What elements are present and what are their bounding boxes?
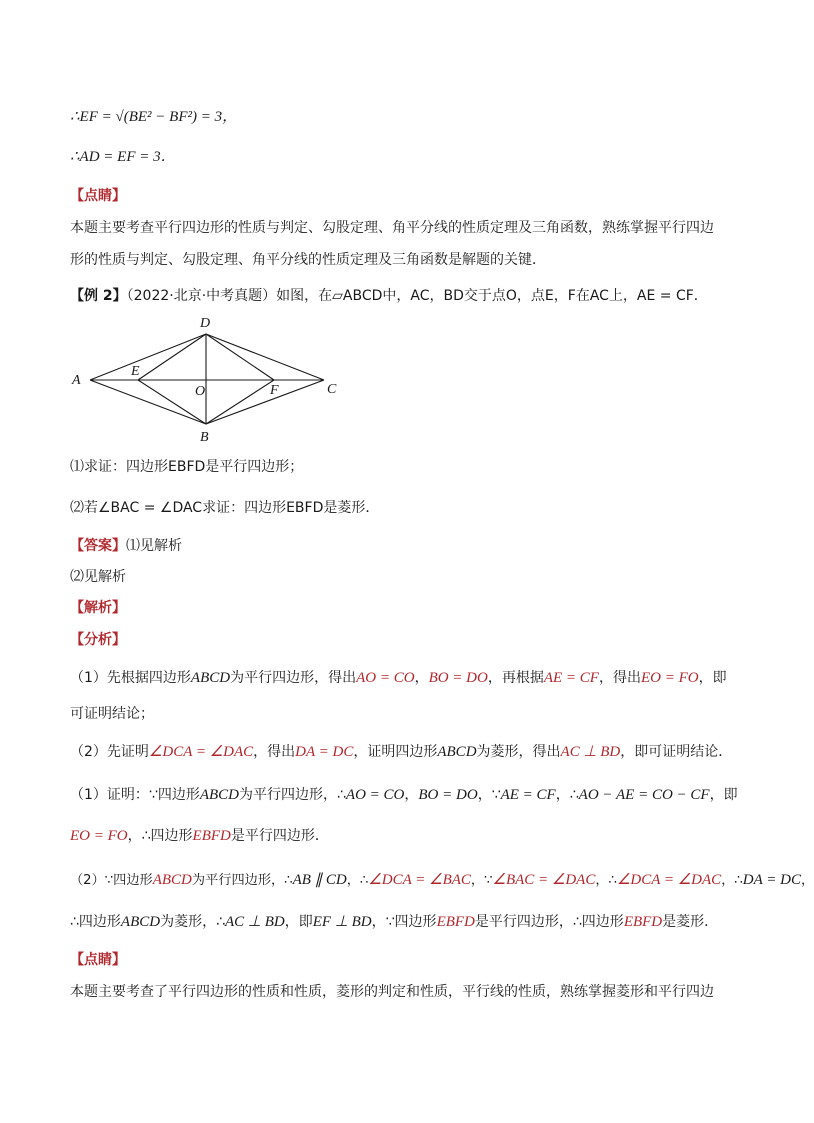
text-run: （1）证明：∵四边形	[70, 787, 200, 803]
text-run: ∠BAC = ∠DAC	[492, 872, 596, 888]
text-run: ABCD	[120, 914, 161, 930]
text-run: ，∴	[346, 873, 369, 888]
text-run: ，	[404, 787, 419, 803]
text-run: EBFD	[623, 914, 663, 930]
fenxi-para-2	[70, 742, 732, 762]
prev-solution-line-1: ∴EF = √(BE² − BF²) = 3，	[70, 109, 238, 125]
text-run: ，∵	[470, 873, 493, 888]
text-run: EBFD	[192, 828, 231, 844]
text-run: ，得出	[253, 744, 296, 760]
text-run: 是平行四边形．	[230, 828, 329, 844]
text-run: AO = CO	[345, 787, 405, 803]
dianjing-text-2a: 本题主要考查了平行四边形的性质和性质，菱形的判定和性质，平行线的性质，熟练掌握菱形和平行四边	[70, 984, 714, 1000]
proof-1-line-1	[70, 785, 738, 805]
dianjing-text-1a: 本题主要考查平行四边形的性质与判定、勾股定理、角平分线的性质定理及三角函数，熟练掌握平行四边	[70, 220, 714, 236]
example-label: 【例 2】	[70, 288, 127, 304]
text-run: ∴四边形	[70, 914, 121, 930]
label-e: E	[131, 364, 140, 379]
answer-line	[70, 536, 182, 556]
text-run: ，∵	[477, 787, 501, 803]
text-run: ，∴四边形	[127, 828, 193, 844]
label-c: C	[327, 382, 337, 397]
question-1: ⑴求证：四边形EBFD是平行四边形；	[70, 459, 304, 475]
text-run: AE = CF	[500, 787, 556, 803]
text-run: EBFD	[436, 914, 475, 930]
answer-1: ⑴见解析	[126, 538, 182, 554]
text-run: ，证明四边形	[353, 744, 438, 760]
fenxi-tag: 【分析】	[70, 632, 126, 648]
label-b: B	[200, 430, 209, 445]
text-run: 是平行四边形，∴四边形	[474, 914, 624, 930]
text-run: ABCD	[152, 872, 192, 888]
parallelogram-figure	[68, 312, 348, 447]
text-run: ，再根据	[487, 670, 544, 686]
text-run: EO = FO	[640, 670, 699, 686]
text-run: ，∴	[595, 873, 617, 888]
fenxi-para-1	[70, 668, 727, 688]
text-run: DA = DC	[742, 872, 801, 888]
dianjing-tag-2: 【点睛】	[70, 952, 126, 968]
text-run: ，得出	[598, 670, 641, 686]
label-o: O	[195, 384, 206, 399]
text-run: （2）先证明	[70, 744, 149, 760]
text-run: AB ∥ CD	[292, 872, 347, 888]
segment-cb	[206, 380, 324, 424]
fenxi-para-1b: 可证明结论；	[70, 706, 154, 722]
text-run: 为菱形，得出	[476, 744, 561, 760]
text-run: ABCD	[199, 787, 239, 803]
text-run: ，∴	[555, 787, 579, 803]
dianjing-tag-1: 【点睛】	[70, 188, 126, 204]
proof-2-line-2	[70, 912, 718, 932]
text-run: ，	[800, 873, 814, 888]
text-run: DA = DC	[295, 744, 354, 760]
text-run: 为平行四边形，∴	[191, 873, 293, 888]
text-run: AO − AE = CO − CF	[578, 787, 710, 803]
text-run: ，∵四边形	[371, 914, 437, 930]
example-source: （2022·北京·中考真题）	[126, 288, 277, 304]
segment-dc	[206, 334, 324, 380]
text-run: ABCD	[190, 670, 231, 686]
label-a: A	[72, 373, 81, 388]
prev-solution-line-2: ∴AD = EF = 3．	[70, 149, 176, 165]
proof-1-line-2	[70, 826, 329, 846]
text-run: BO = DO	[428, 670, 488, 686]
text-run: ，即	[709, 787, 738, 803]
text-run: 为菱形，∴	[160, 914, 226, 930]
label-f: F	[270, 383, 279, 398]
text-run: ，即	[284, 914, 313, 930]
proof-2-line-1	[70, 870, 814, 891]
text-run: ABCD	[437, 744, 477, 760]
text-run: AE = CF	[543, 670, 599, 686]
text-run: AO = CO	[356, 670, 415, 686]
example-heading	[70, 286, 708, 306]
text-run: AC ⊥ BD	[560, 744, 621, 760]
text-run: ，即可证明结论．	[620, 744, 733, 760]
text-run: （1）先根据四边形	[70, 670, 191, 686]
text-run: 是菱形．	[662, 914, 719, 930]
jiexi-tag: 【解析】	[70, 600, 126, 616]
text-run: EO = FO	[70, 828, 128, 844]
label-d: D	[200, 316, 211, 331]
text-run: EF ⊥ BD	[312, 914, 372, 930]
text-run: BO = DO	[418, 787, 478, 803]
text-run: 为平行四边形，∴	[239, 787, 346, 803]
question-2: ⑵若∠BAC = ∠DAC求证：四边形EBFD是菱形．	[70, 500, 380, 516]
text-run: ，	[414, 670, 429, 686]
text-run: ，∴	[721, 873, 743, 888]
text-run: ∠DCA = ∠DAC	[148, 744, 254, 760]
text-run: （2）∵四边形	[70, 873, 153, 888]
text-run: AC ⊥ BD	[225, 914, 285, 930]
answer-tag: 【答案】	[70, 538, 126, 554]
text-run: ，即	[698, 670, 727, 686]
text-run: 为平行四边形，得出	[230, 670, 357, 686]
text-run: ∠DCA = ∠DAC	[616, 872, 722, 888]
answer-2: ⑵见解析	[70, 569, 126, 585]
example-stem: 如图，在▱ABCD中，AC，BD交于点O，点E，F在AC上，AE = CF．	[276, 288, 708, 304]
text-run: ∠DCA = ∠BAC	[368, 872, 471, 888]
dianjing-text-1b: 形的性质与判定、勾股定理、角平分线的性质定理及三角函数是解题的关键．	[70, 252, 546, 268]
